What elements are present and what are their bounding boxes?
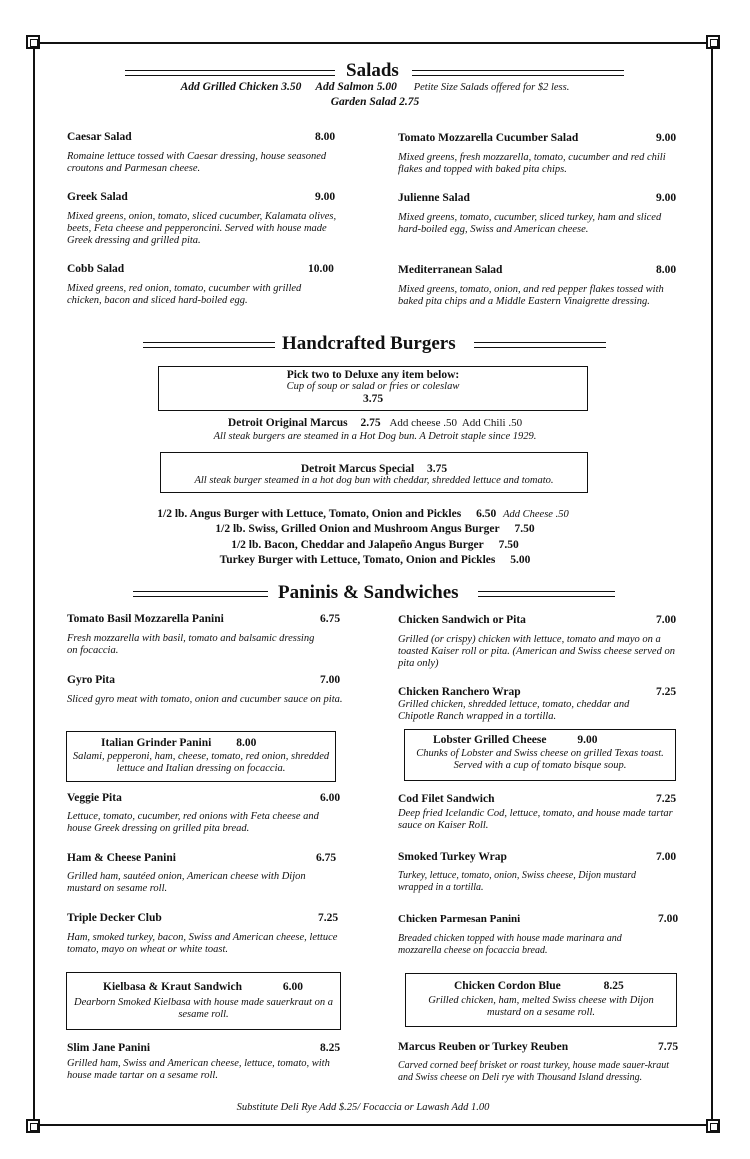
menu-item-price: 8.25 bbox=[603, 980, 624, 992]
menu-item-name: Italian Grinder Panini bbox=[101, 737, 212, 749]
menu-item-desc: Mixed greens, onion, tomato, sliced cucumber, Kalamata olives, beets, Feta cheese and pepperoncini. Served with house made Greek dressing and grilled pita. bbox=[67, 211, 337, 246]
menu-item-price: 7.00 bbox=[656, 851, 677, 863]
lobster-box bbox=[404, 729, 676, 781]
menu-item-name: Kielbasa & Kraut Sandwich bbox=[103, 981, 242, 993]
menu-item-desc: Mixed greens, red onion, tomato, cucumber with grilled chicken, bacon and sliced hard-boiled egg. bbox=[67, 283, 302, 306]
menu-item-desc: Lettuce, tomato, cucumber, red onions with Feta cheese and house Greek dressing on grilled pita bread. bbox=[67, 811, 319, 834]
burger-list-item bbox=[40, 539, 710, 551]
menu-item-desc: Breaded chicken topped with house made marinara and mozzarella cheese on focaccia bread. bbox=[398, 933, 622, 956]
detroit-original-marcus bbox=[40, 417, 710, 429]
menu-item-name: Greek Salad bbox=[67, 191, 128, 203]
lobster-title bbox=[433, 734, 675, 746]
menu-item-name: Chicken Parmesan Panini bbox=[398, 913, 521, 925]
menu-item-name: Marcus Reuben or Turkey Reuben bbox=[398, 1041, 569, 1053]
menu-item-price: 10.00 bbox=[308, 263, 334, 275]
menu-item-desc: Grilled ham, Swiss and American cheese, lettuce, tomato, with house made tartar on a sesame roll. bbox=[67, 1058, 330, 1081]
menu-item-name: Detroit Original Marcus bbox=[227, 417, 348, 429]
menu-item-price: 7.00 bbox=[320, 674, 341, 686]
menu-item-price: 8.00 bbox=[315, 131, 336, 143]
menu-item-desc: Fresh mozzarella with basil, tomato and balsamic dressing on focaccia. bbox=[67, 633, 315, 656]
menu-item-name: Julienne Salad bbox=[398, 192, 470, 204]
frame-corner-ornament bbox=[26, 35, 40, 49]
burger-extra: Add Cheese .50 bbox=[503, 509, 569, 520]
frame-corner-ornament bbox=[706, 35, 720, 49]
menu-item-desc: Deep fried Icelandic Cod, lettuce, tomato, and house made tartar sauce on Kaiser Roll. bbox=[398, 808, 673, 831]
burger-list-item bbox=[40, 554, 710, 566]
menu-item-name: Cod Filet Sandwich bbox=[398, 793, 495, 805]
burgers-heading: Handcrafted Burgers bbox=[282, 333, 456, 354]
menu-item-price: 6.00 bbox=[320, 792, 341, 804]
salads-addon-prices: Add Grilled Chicken 3.50 Add Salmon 5.00 bbox=[180, 81, 397, 93]
menu-item-price: 7.25 bbox=[656, 686, 677, 698]
menu-item-price: 7.50 bbox=[514, 523, 535, 535]
kielbasa-title bbox=[103, 981, 340, 993]
heading-rule bbox=[125, 70, 335, 76]
menu-item-name: Smoked Turkey Wrap bbox=[398, 851, 507, 863]
menu-item-desc: Carved corned beef brisket or roast turkey, house made sauer-kraut and Swiss cheese on Deli rye with Thousand Island dressing. bbox=[398, 1060, 670, 1083]
cordon-blue-box bbox=[405, 973, 677, 1027]
menu-item-desc: Romaine lettuce tossed with Caesar dressing, house seasoned croutons and Parmesan cheese. bbox=[67, 151, 327, 174]
menu-item-desc: Turkey, lettuce, tomato, onion, Swiss cheese, Dijon mustard wrapped in a tortilla. bbox=[398, 870, 636, 893]
menu-item-name: Cobb Salad bbox=[67, 263, 125, 275]
burger-list-item bbox=[40, 523, 710, 535]
deluxe-price: 3.75 bbox=[362, 393, 384, 405]
salads-addons bbox=[40, 81, 710, 93]
menu-item-name: 1/2 lb. Bacon, Cheddar and Jalapeño Angus Burger bbox=[231, 539, 484, 551]
menu-item-name: Slim Jane Panini bbox=[67, 1042, 151, 1054]
menu-item-price: 7.00 bbox=[656, 614, 677, 626]
menu-item-price: 8.00 bbox=[236, 737, 257, 749]
menu-item-desc: Ham, smoked turkey, bacon, Swiss and American cheese, lettuce tomato, mayo on wheat or white toast. bbox=[67, 932, 338, 955]
heading-rule bbox=[133, 591, 268, 597]
menu-item-price: 9.00 bbox=[577, 734, 598, 746]
menu-item-desc: Sliced gyro meat with tomato, onion and cucumber sauce on pita. bbox=[67, 694, 343, 705]
menu-item-price: 7.50 bbox=[498, 539, 519, 551]
menu-item-price: 9.00 bbox=[315, 191, 336, 203]
menu-item-price: 7.25 bbox=[318, 912, 339, 924]
menu-item-price: 7.00 bbox=[658, 913, 679, 925]
marcus-special-title bbox=[161, 463, 587, 475]
salads-heading: Salads bbox=[346, 60, 399, 81]
menu-item-name: 1/2 lb. Swiss, Grilled Onion and Mushroom Angus Burger bbox=[215, 523, 500, 535]
menu-item-price: 7.75 bbox=[658, 1041, 679, 1053]
menu-item-desc: Chunks of Lobster and Swiss cheese on grilled Texas toast. Served with a cup of tomato bisque soup. bbox=[416, 748, 664, 771]
menu-item-name: Ham & Cheese Panini bbox=[67, 852, 176, 864]
menu-item-name: Chicken Ranchero Wrap bbox=[398, 686, 521, 698]
menu-item-name: Chicken Sandwich or Pita bbox=[398, 614, 526, 626]
kielbasa-box bbox=[66, 972, 341, 1030]
frame-corner-ornament bbox=[26, 1119, 40, 1133]
menu-item-name: Turkey Burger with Lettuce, Tomato, Onion and Pickles bbox=[219, 554, 496, 566]
menu-item-name: Lobster Grilled Cheese bbox=[433, 734, 547, 746]
menu-item-desc: All steak burgers are steamed in a Hot Dog bun. A Detroit staple since 1929. bbox=[213, 431, 537, 442]
garden-salad: Garden Salad 2.75 bbox=[330, 96, 420, 108]
menu-item-desc: Salami, pepperoni, ham, cheese, tomato, red onion, shredded lettuce and Italian dressing on focaccia. bbox=[72, 751, 330, 774]
frame-corner-ornament bbox=[706, 1119, 720, 1133]
menu-item-price: 6.00 bbox=[282, 981, 303, 993]
menu-item-name: 1/2 lb. Angus Burger with Lettuce, Tomato, Onion and Pickles bbox=[157, 508, 462, 520]
menu-item-name: Mediterranean Salad bbox=[398, 264, 503, 276]
paninis-heading: Paninis & Sandwiches bbox=[278, 582, 459, 603]
menu-item-price: 6.50 bbox=[476, 508, 497, 520]
menu-item-name: Tomato Basil Mozzarella Panini bbox=[67, 613, 224, 625]
menu-item-desc: Grilled chicken, shredded lettuce, tomato, cheddar and Chipotle Ranch wrapped in a tortilla. bbox=[398, 699, 630, 722]
menu-item-price: 9.00 bbox=[656, 192, 677, 204]
menu-item-name: Chicken Cordon Blue bbox=[454, 980, 561, 992]
menu-item-name: Caesar Salad bbox=[67, 131, 132, 143]
menu-item-price: 3.75 bbox=[427, 463, 448, 475]
menu-item-desc: Mixed greens, tomato, onion, and red pepper flakes tossed with baked pita chips and a Middle Eastern Vinaigrette dressing. bbox=[398, 284, 664, 307]
heading-rule bbox=[478, 591, 615, 597]
italian-grinder-title bbox=[101, 737, 335, 749]
menu-item-price: 5.00 bbox=[510, 554, 531, 566]
menu-item-price: 2.75 bbox=[360, 417, 381, 429]
menu-item-name: Veggie Pita bbox=[67, 792, 122, 804]
menu-item-price: 6.75 bbox=[320, 613, 341, 625]
heading-rule bbox=[143, 342, 275, 348]
menu-item-price: 7.25 bbox=[656, 793, 677, 805]
italian-grinder-box bbox=[66, 731, 336, 782]
menu-item-price: 8.00 bbox=[656, 264, 677, 276]
menu-item-desc: Grilled (or crispy) chicken with lettuce, tomato and mayo on a toasted Kaiser roll or pita. (American and Swiss cheese served on pita only) bbox=[398, 634, 675, 669]
menu-item-name: Gyro Pita bbox=[67, 674, 116, 686]
menu-item-desc: Mixed greens, fresh mozzarella, tomato, cucumber and red chili flakes and topped with baked pita chips. bbox=[398, 152, 666, 175]
marcus-special-box bbox=[160, 452, 588, 493]
menu-item-desc: All steak burger steamed in a hot dog bun with cheddar, shredded lettuce and tomato. bbox=[194, 475, 554, 486]
heading-rule bbox=[412, 70, 624, 76]
burger-list-item bbox=[28, 508, 698, 520]
deluxe-title: Pick two to Deluxe any item below: bbox=[286, 369, 460, 381]
menu-item-name: Detroit Marcus Special bbox=[300, 463, 415, 475]
marcus-addons: Add cheese .50 Add Chili .50 bbox=[389, 417, 523, 429]
menu-item-price: 6.75 bbox=[316, 852, 337, 864]
heading-rule bbox=[474, 342, 606, 348]
cordon-blue-title bbox=[454, 980, 676, 992]
menu-item-price: 8.25 bbox=[320, 1042, 341, 1054]
menu-item-desc: Grilled ham, sautéed onion, American cheese with Dijon mustard on sesame roll. bbox=[67, 871, 306, 894]
deluxe-desc: Cup of soup or salad or fries or coleslaw bbox=[286, 381, 460, 392]
menu-item-name: Triple Decker Club bbox=[67, 912, 162, 924]
substitution-note: Substitute Deli Rye Add $.25/ Focaccia or Lawash Add 1.00 bbox=[236, 1102, 490, 1113]
salads-petite-note: Petite Size Salads offered for $2 less. bbox=[413, 82, 570, 93]
menu-item-desc: Dearborn Smoked Kielbasa with house made sauerkraut on a sesame roll. bbox=[74, 997, 333, 1020]
deluxe-box bbox=[158, 366, 588, 411]
menu-item-name: Tomato Mozzarella Cucumber Salad bbox=[398, 132, 579, 144]
menu-item-desc: Grilled chicken, ham, melted Swiss cheese with Dijon mustard on a sesame roll. bbox=[428, 995, 654, 1018]
menu-item-desc: Mixed greens, tomato, cucumber, sliced turkey, ham and sliced hard-boiled egg, Swiss and American cheese. bbox=[398, 212, 662, 235]
menu-item-price: 9.00 bbox=[656, 132, 677, 144]
